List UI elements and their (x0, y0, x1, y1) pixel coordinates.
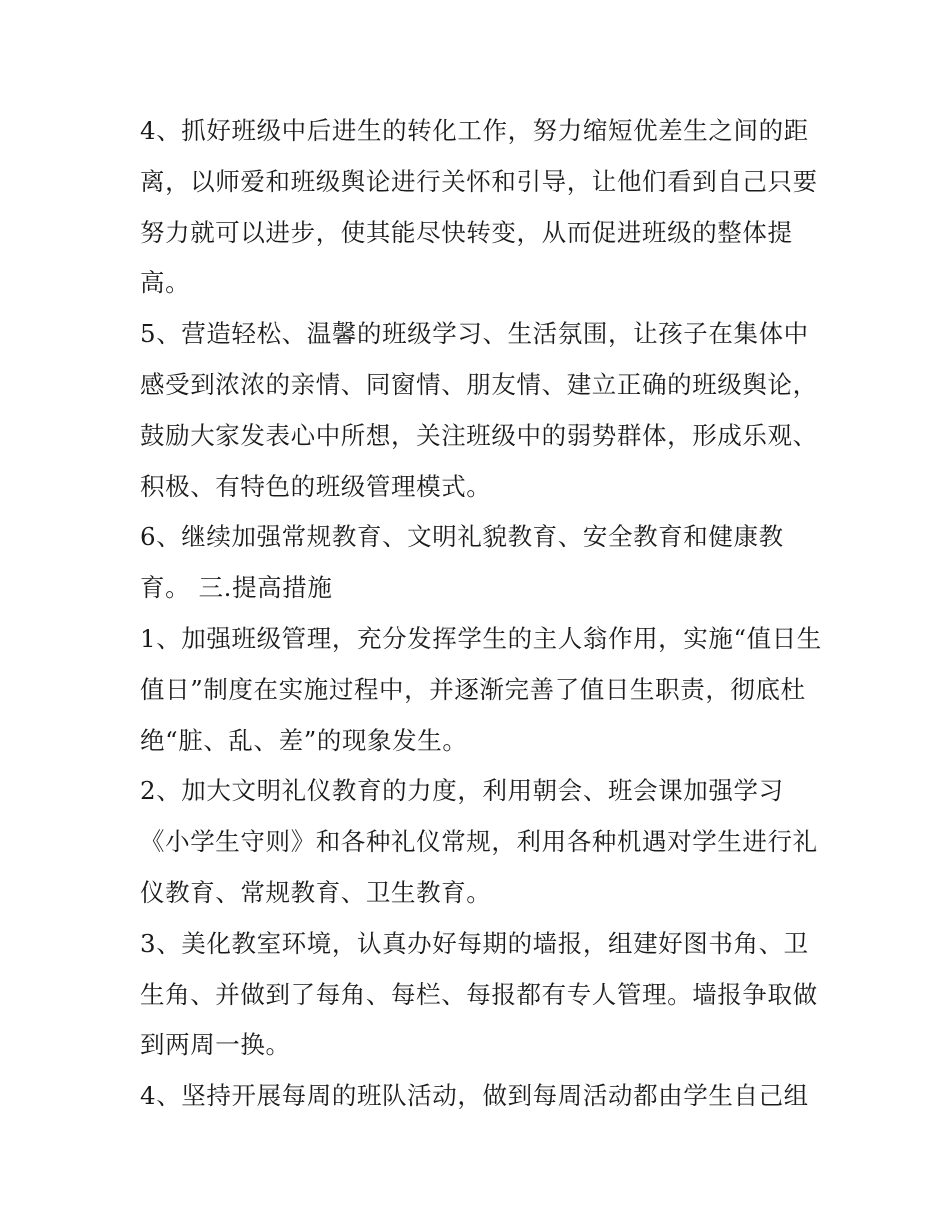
text-line: 2、加大文明礼仪教育的力度，利用朝会、班会课加强学习 (140, 776, 784, 806)
text-line: 生角、并做到了每角、每栏、每报都有专人管理。墙报争取做 (140, 979, 818, 1009)
text-line: 6、继续加强常规教育、文明礼貌教育、安全教育和健康教 (140, 522, 784, 552)
body-text (140, 106, 820, 1122)
text-line: 5、营造轻松、温馨的班级学习、生活氛围，让孩子在集体中 (140, 319, 809, 349)
text-line: 4、坚持开展每周的班队活动，做到每周活动都由学生自己组 (140, 1081, 809, 1111)
text-line: 育。 三.提高措施 (140, 573, 333, 603)
text-line: 积极、有特色的班级管理模式。 (140, 471, 492, 501)
text-line: 《小学生守则》和各种礼仪常规，利用各种机遇对学生进行礼 (140, 827, 818, 857)
text-line: 鼓励大家发表心中所想，关注班级中的弱势群体，形成乐观、 (140, 420, 818, 450)
text-line: 努力就可以进步，使其能尽快转变，从而促进班级的整体提 (140, 217, 793, 247)
text-line: 3、美化教室环境，认真办好每期的墙报，组建好图书角、卫 (140, 928, 809, 958)
text-line: 仪教育、常规教育、卫生教育。 (140, 877, 492, 907)
text-line: 4、抓好班级中后进生的转化工作，努力缩短优差生之间的距 (140, 116, 809, 145)
text-line: 1、加强班级管理，充分发挥学生的主人翁作用，实施“值日生 (140, 623, 822, 653)
text-line: 到两周一换。 (140, 1030, 291, 1060)
text-line: 高。 (140, 268, 191, 298)
text-line: 离，以师爱和班级舆论进行关怀和引导，让他们看到自己只要 (140, 166, 818, 196)
text-line: 绝“脏、乱、差”的现象发生。 (140, 725, 468, 755)
text-line: 感受到浓浓的亲情、同窗情、朋友情、建立正确的班级舆论， (140, 369, 818, 399)
text-line: 值日”制度在实施过程中，并逐渐完善了值日生职责，彻底杜 (140, 674, 806, 704)
